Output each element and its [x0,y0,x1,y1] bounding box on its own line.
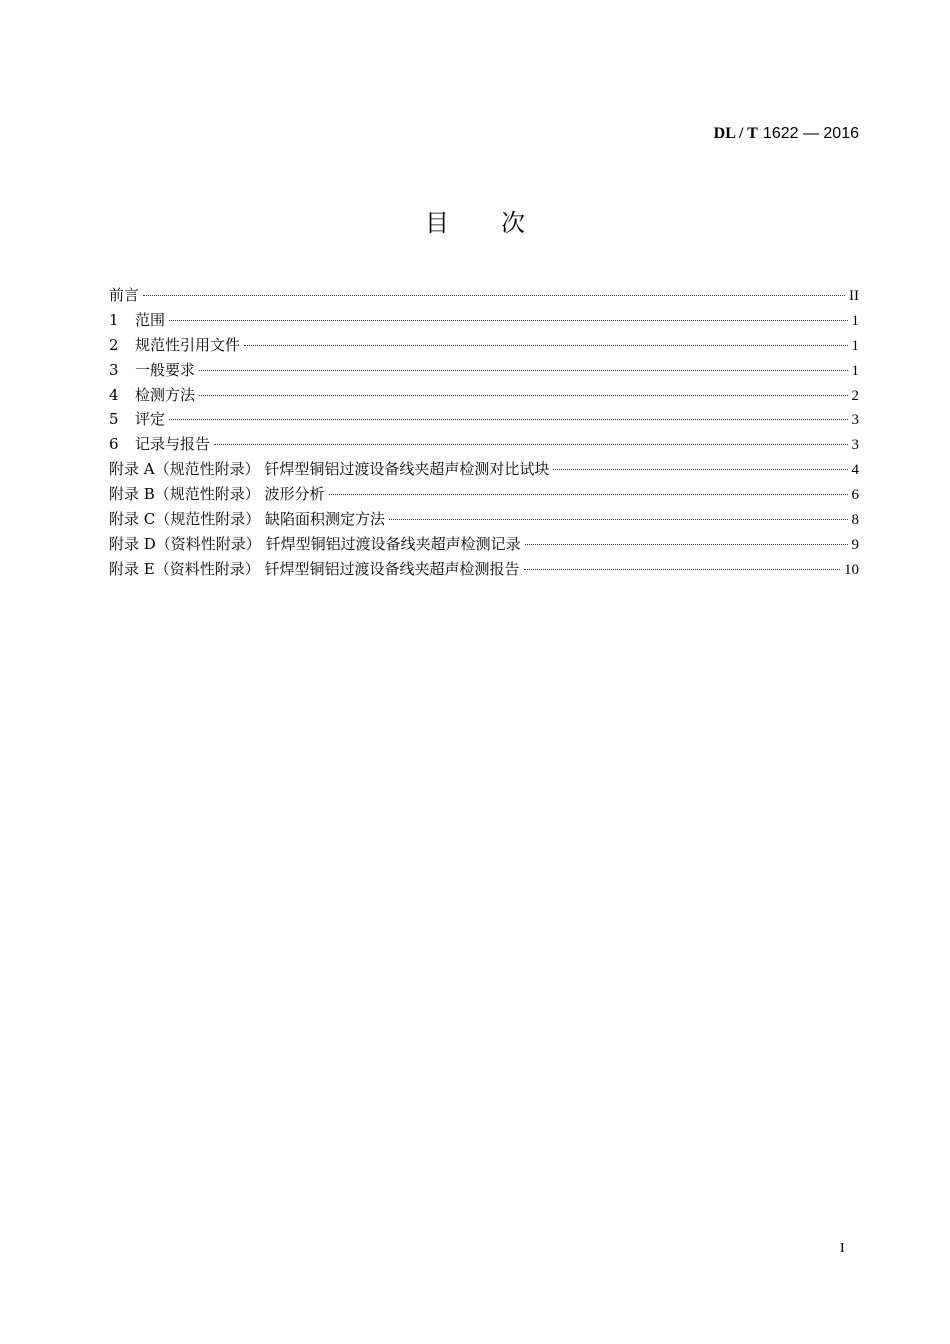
toc-leader-dots [389,519,847,520]
toc-entry-label [109,333,240,358]
toc-entry-text: 附录 B（规范性附录） 波形分析 [109,485,325,504]
toc-leader-dots [169,419,847,420]
toc-entry-label [109,358,195,383]
standard-number: 1622 — 2016 [762,125,859,142]
toc-entry-page: 9 [851,536,859,553]
toc-entry-page: II [849,288,859,304]
toc-entry[interactable] [109,358,859,383]
toc-entry[interactable] [109,407,859,432]
toc-entry[interactable] [109,383,859,408]
toc-entry-page: 1 [851,362,859,379]
toc-title: 目次 [425,209,577,237]
toc-entry[interactable] [109,432,859,457]
toc-entry-text: 附录 D（资料性附录） 钎焊型铜铝过渡设备线夹超声检测记录 [109,534,521,553]
toc-entry-label [109,507,385,532]
toc-entry-text: 规范性引用文件 [135,335,241,354]
toc-entry[interactable] [109,283,859,308]
toc-entry-page: 1 [851,337,859,354]
toc-entry-text: 范围 [135,310,166,329]
standard-code [714,123,859,143]
toc-entry[interactable] [109,507,859,532]
toc-entry-page: 3 [851,412,859,429]
toc-leader-dots [143,295,845,296]
standard-prefix: DL / T [713,125,758,142]
toc-entry[interactable] [109,333,859,358]
toc-entry-page: 2 [851,387,859,404]
toc-entry-label [109,407,165,432]
toc-entry-number: 4 [109,385,119,404]
toc-entry-text: 评定 [135,410,166,429]
toc-entry-label [109,457,549,482]
toc-entry-text: 附录 A（规范性附录） 钎焊型铜铝过渡设备线夹超声检测对比试块 [109,460,550,479]
toc-entry[interactable] [109,482,859,507]
toc-entry-label [109,432,210,457]
toc-entry-label [109,383,195,408]
toc-entry-number: 5 [109,410,119,429]
toc-leader-dots [524,569,841,570]
toc-leader-dots [329,494,848,495]
toc-leader-dots [244,345,847,346]
toc-entry[interactable] [109,557,859,582]
toc-entry-page: 6 [851,487,859,504]
toc-leader-dots [553,469,847,470]
toc-entry-number: 6 [109,435,119,454]
toc-leader-dots [525,544,848,545]
toc-entry-page: 10 [844,561,859,578]
toc-entry-text: 检测方法 [135,385,196,404]
toc-entry[interactable] [109,308,859,333]
toc-entry[interactable] [109,457,859,482]
toc-entry-label [109,283,139,308]
toc-leader-dots [214,444,847,445]
toc-entry-text: 一般要求 [135,360,196,379]
toc-entry-text: 前言 [109,286,140,304]
toc-leader-dots [169,320,847,321]
toc-leader-dots [199,370,847,371]
toc-entry-page: 3 [851,437,859,454]
toc-entry-label [109,532,521,557]
toc-entry-page: 1 [851,312,859,329]
page-number: I [840,1241,845,1256]
toc-entry-page: 4 [851,462,859,479]
toc-leader-dots [199,395,847,396]
toc-entry-label [109,308,165,333]
toc-entry-text: 附录 C（规范性附录） 缺陷面积测定方法 [109,510,386,529]
toc-entry-text: 记录与报告 [135,435,211,454]
toc-entry-text: 附录 E（资料性附录） 钎焊型铜铝过渡设备线夹超声检测报告 [109,559,520,578]
toc-entry-label [109,557,520,582]
toc-entry-number: 3 [109,360,119,379]
toc-entry-page: 8 [851,512,859,529]
toc-entry-number: 2 [109,335,119,354]
table-of-contents [109,283,859,582]
toc-entry-number: 1 [109,310,119,329]
toc-entry-label [109,482,325,507]
toc-entry[interactable] [109,532,859,557]
